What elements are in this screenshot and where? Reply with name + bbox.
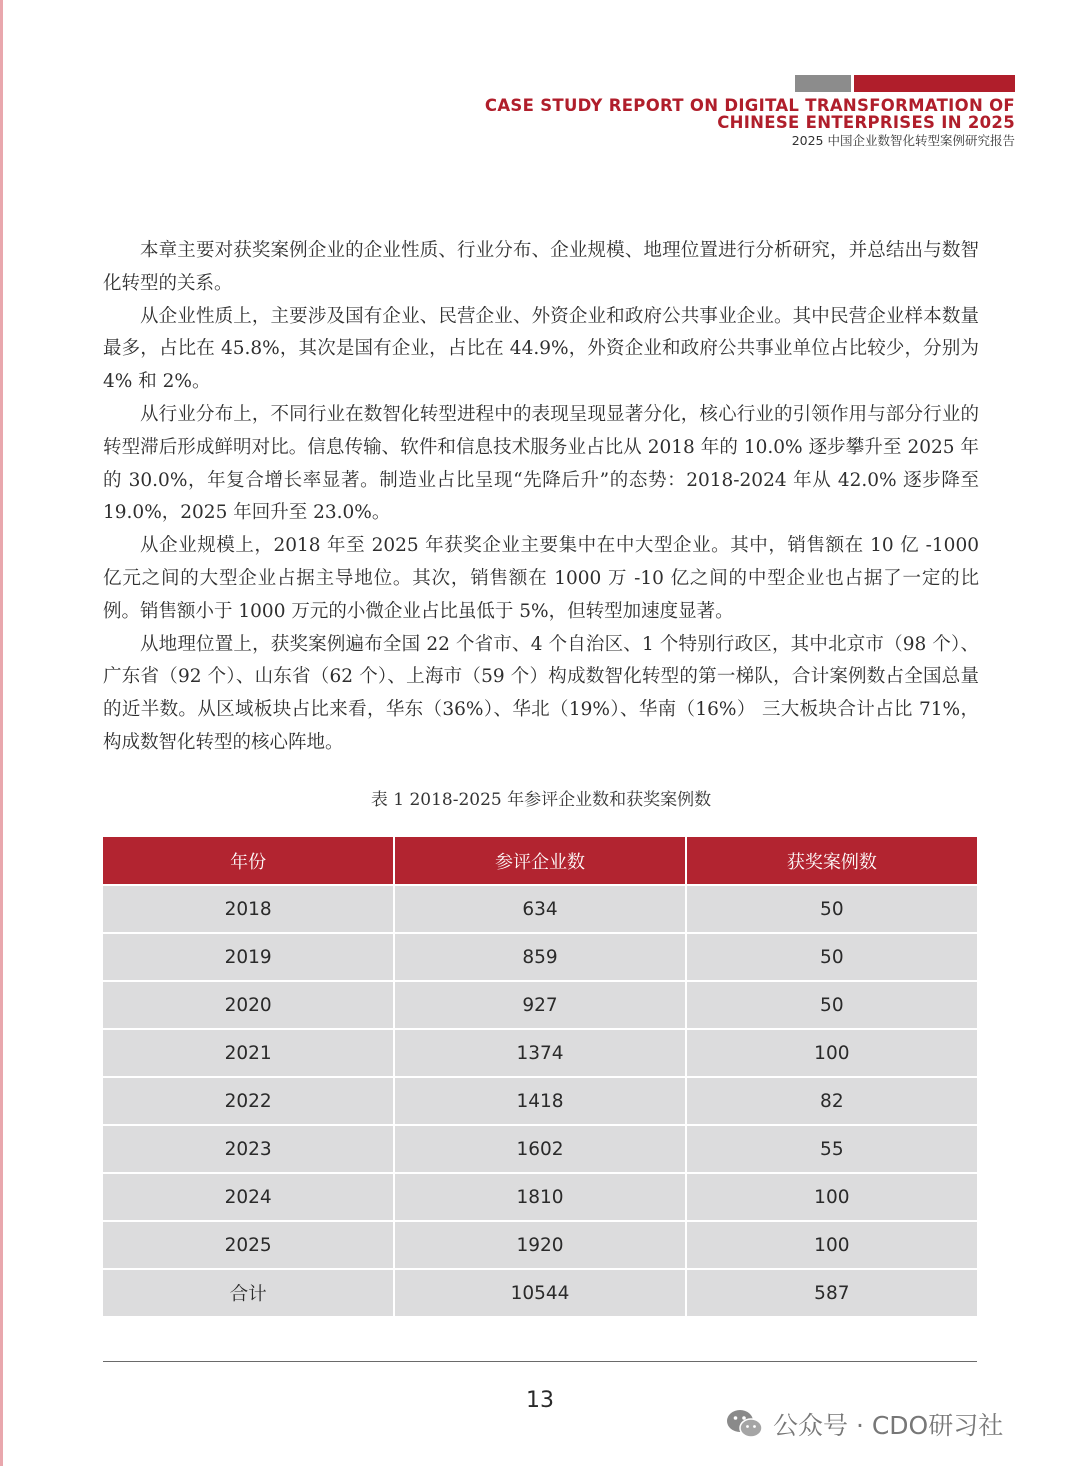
wechat-icon [725,1407,765,1441]
cell-year: 2020 [103,981,394,1029]
report-title-en-line2: CHINESE ENTERPRISES IN 2025 [717,113,1015,132]
cell-awarded-cases: 100 [686,1029,977,1077]
cell-participants: 1920 [394,1221,685,1269]
cell-year: 2023 [103,1125,394,1173]
cell-participants: 927 [394,981,685,1029]
report-title-en-line1: CASE STUDY REPORT ON DIGITAL TRANSFORMATION OF [484,96,1015,115]
header-participants: 参评企业数 [394,837,685,885]
table-row [103,1173,977,1221]
cell-year: 2019 [103,933,394,981]
table-row [103,885,977,933]
cell-awarded-cases: 55 [686,1125,977,1173]
report-title-en [455,97,1015,131]
paragraph-intro: 本章主要对获奖案例企业的企业性质、行业分布、企业规模、地理位置进行分析研究，并总结出与数智化转型的关系。 [103,240,979,294]
paragraph-enterprise-scale: 从企业规模上，2018 年至 2025 年获奖企业主要集中在中大型企业。其中，销售额在 10 亿 -1000 亿元之间的大型企业占据主导地位。其次，销售额在 1000 万 -10 亿之间的中型企业也占据了一定的比例。销售额小于 1000 万元的小微企业占比虽低于 5%，但转型加速度显著。 [103,535,979,622]
cell-awarded-cases: 50 [686,885,977,933]
paragraph-industry-distribution: 从行业分布上，不同行业在数智化转型进程中的表现呈现显著分化，核心行业的引领作用与部分行业的转型滞后形成鲜明对比。信息传输、软件和信息技术服务业占比从 2018 年的 10.0% 逐步攀升至 2025 年的 30.0%，年复合增长率显著。制造业占比呈现“先降后升”的态势：2018-2024 年从 42.0% 逐步降至 19.0%，2025 年回升至 23.0%。 [103,403,979,524]
table-caption: 表 1 2018-2025 年参评企业数和获奖案例数 [370,790,712,810]
table-row [103,933,977,981]
cell-awarded-cases: 50 [686,981,977,1029]
table-row [103,1029,977,1077]
table-row [103,981,977,1029]
report-title-cn: 2025 中国企业数智化转型案例研究报告 [791,133,1015,148]
table-row [103,1221,977,1269]
page-left-edge [0,0,3,1466]
cell-year: 2022 [103,1077,394,1125]
cell-participants: 859 [394,933,685,981]
cell-total-label: 合计 [103,1269,394,1316]
table-row [103,1077,977,1125]
cell-participants: 1602 [394,1125,685,1173]
cell-year: 2025 [103,1221,394,1269]
paragraph-enterprise-nature: 从企业性质上，主要涉及国有企业、民营企业、外资企业和政府公共事业企业。其中民营企业样本数量最多，占比在 45.8%，其次是国有企业，占比在 44.9%，外资企业和政府公共事业单位占比较少，分别为 4% 和 2%。 [103,305,979,393]
header-red-bar [854,75,1015,92]
header-year: 年份 [103,837,394,885]
table-row [103,1125,977,1173]
cell-awarded-cases: 50 [686,933,977,981]
page-number: 13 [526,1388,554,1413]
paragraph-geography: 从地理位置上，获奖案例遍布全国 22 个省市、4 个自治区、1 个特别行政区，其中北京市（98 个）、广东省（92 个）、山东省（62 个）、上海市（59 个）构成数智化转型的第一梯队，合计案例数占全国总量的近半数。从区域板块占比来看，华东（36%）、华北（19%）、华南（16%） 三大板块合计占比 71%，构成数智化转型的核心阵地。 [103,633,979,753]
cell-awarded-cases: 100 [686,1173,977,1221]
cell-participants: 1418 [394,1077,685,1125]
watermark [725,1406,1003,1442]
table-header-row [103,837,977,885]
participation-awards-table [103,837,977,1316]
footer-divider [103,1361,977,1362]
cell-year: 2024 [103,1173,394,1221]
table-total-row [103,1269,977,1316]
cell-year: 2021 [103,1029,394,1077]
cell-awarded-cases: 82 [686,1077,977,1125]
cell-participants: 1810 [394,1173,685,1221]
cell-awarded-cases: 100 [686,1221,977,1269]
chapter-body [103,235,979,760]
cell-participants: 634 [394,885,685,933]
cell-participants: 1374 [394,1029,685,1077]
header-awarded-cases: 获奖案例数 [686,837,977,885]
cell-total-participants: 10544 [394,1269,685,1316]
header-color-bars [795,75,1015,92]
cell-year: 2018 [103,885,394,933]
header-gray-bar [795,75,851,92]
cell-total-awarded-cases: 587 [686,1269,977,1316]
watermark-text: 公众号 · CDO研习社 [773,1411,1004,1440]
